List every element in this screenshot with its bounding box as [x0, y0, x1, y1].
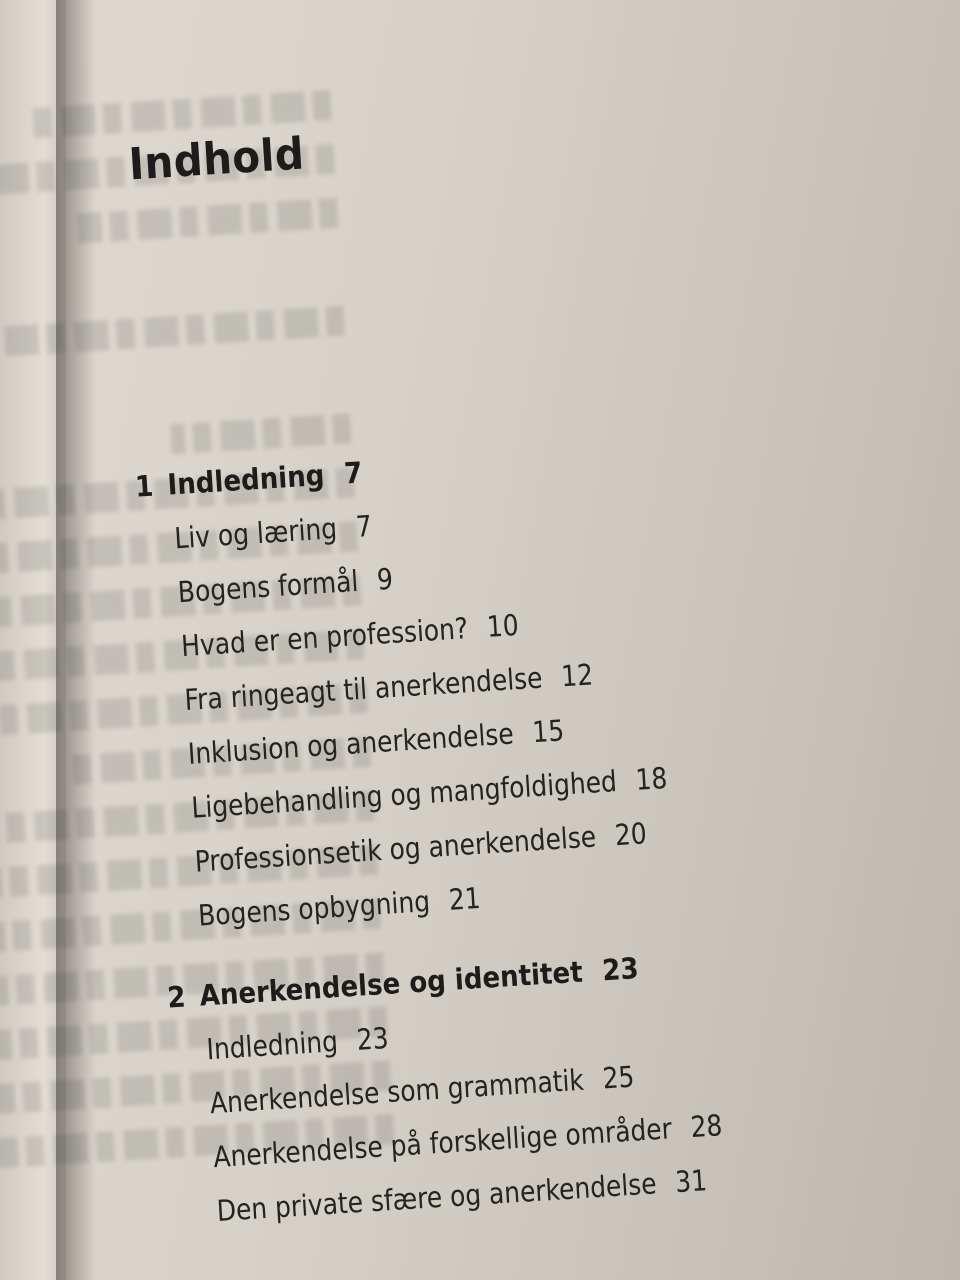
chapter-page-number: 7 [342, 455, 364, 491]
toc-entry [177, 562, 394, 609]
toc-entry [173, 509, 372, 555]
entry-page-number: 7 [354, 508, 373, 544]
toc-entry [209, 1060, 635, 1121]
chapter-heading [134, 455, 363, 503]
entry-page-number: 28 [689, 1108, 724, 1145]
entry-title: Professionsetik og anerkendelse [193, 819, 598, 879]
entry-page-number: 10 [485, 607, 520, 644]
toc-entry [212, 1108, 723, 1174]
entry-page-number: 23 [355, 1020, 390, 1057]
chapter-title: Anerkendelse og identitet [198, 954, 584, 1013]
toc-entry [197, 881, 481, 933]
entry-title: Ligebehandling og mangfoldighed [190, 764, 618, 825]
toc-entry [216, 1163, 708, 1228]
toc-entry [187, 713, 565, 771]
entry-page-number: 20 [613, 816, 648, 853]
entry-page-number: 31 [674, 1163, 709, 1200]
toc-entry [180, 608, 519, 663]
entry-title: Hvad er en profession? [180, 611, 470, 664]
entry-title: Indledning [205, 1024, 339, 1067]
entry-title: Inklusion og anerkendelse [186, 716, 515, 771]
toc-entry [206, 1021, 390, 1066]
entry-title: Bogens formål [176, 563, 360, 610]
chapter-number: 2 [166, 979, 187, 1015]
entry-title: Anerkendelse som grammatik [208, 1062, 585, 1121]
entry-title: Bogens opbygning [197, 884, 431, 933]
chapter-title: Indledning [166, 457, 326, 502]
chapter-page-number: 23 [601, 951, 640, 988]
toc-entry [184, 657, 594, 717]
entry-title: Fra ringeagt til anerkendelse [183, 660, 544, 717]
page-title: Indhold [127, 128, 306, 191]
entry-page-number: 15 [531, 713, 566, 750]
entry-title: Liv og læring [173, 511, 339, 556]
entry-page-number: 18 [634, 760, 669, 797]
entry-page-number: 25 [601, 1059, 636, 1096]
entry-title: Den private sfære og anerkendelse [215, 1166, 658, 1228]
entry-title: Anerkendelse på forskellige områder [212, 1111, 673, 1175]
chapter-number: 1 [134, 468, 155, 504]
toc-entry [190, 761, 668, 825]
entry-page-number: 9 [375, 561, 394, 597]
chapter-heading [166, 951, 639, 1015]
entry-page-number: 12 [560, 657, 594, 694]
toc-entry [194, 816, 648, 878]
entry-page-number: 21 [447, 880, 482, 917]
